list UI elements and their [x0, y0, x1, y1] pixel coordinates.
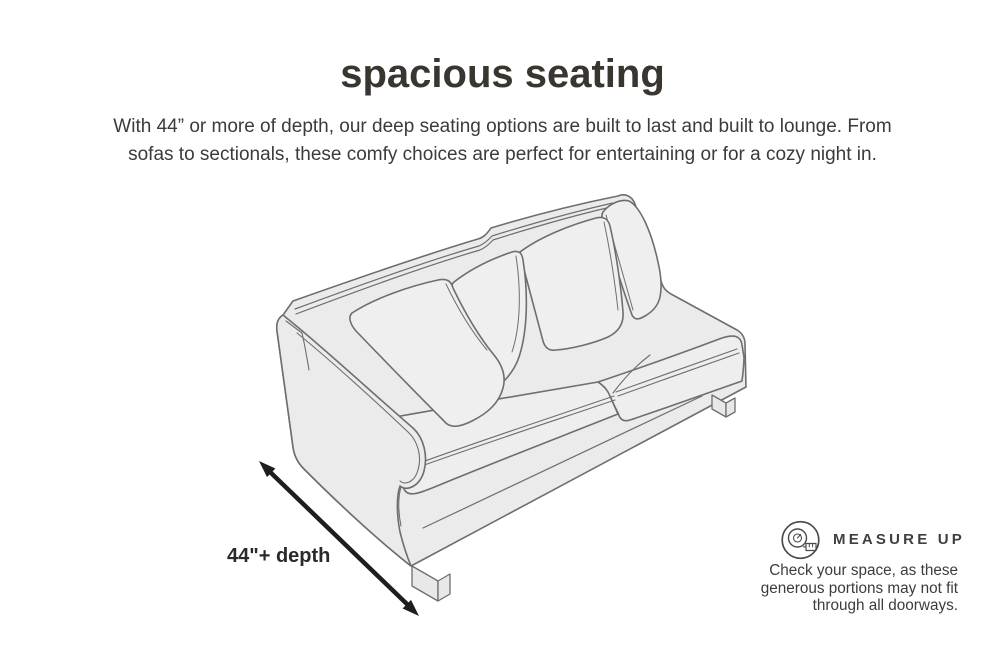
measure-up-note-line-3: through all doorways. — [812, 597, 958, 614]
depth-dimension-label: 44"+ depth — [227, 545, 331, 567]
intro-line-2: sofas to sectionals, these comfy choices are perfect for entertaining or for a cozy night in. — [128, 144, 877, 165]
measure-up-note — [728, 562, 958, 615]
measure-up-note-line-1: Check your space, as these — [769, 562, 958, 579]
intro-line-1: With 44” or more of depth, our deep seating options are built to last and built to lounge. From — [113, 116, 892, 137]
tape-measure-icon — [782, 522, 819, 559]
sofa-foot-front — [412, 566, 450, 601]
measure-up-heading: MEASURE UP — [833, 531, 966, 548]
measure-up-note-line-2: generous portions may not fit — [760, 579, 958, 597]
page-title: spacious seating — [340, 52, 665, 96]
